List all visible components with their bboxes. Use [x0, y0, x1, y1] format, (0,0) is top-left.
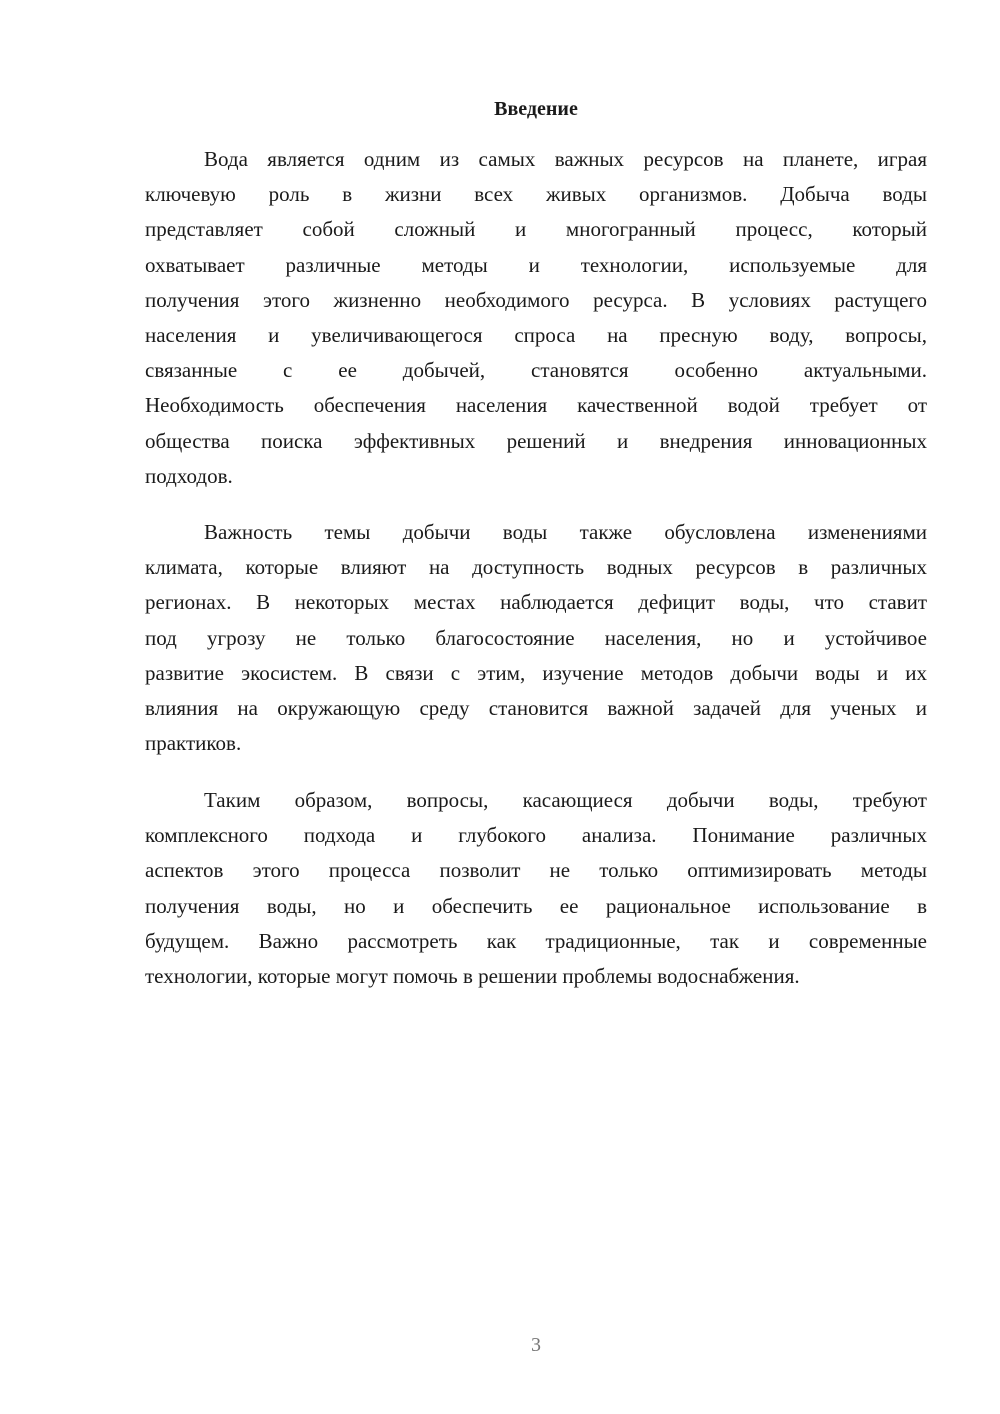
text-line: охватывает различные методы и технологии, используемые для	[145, 252, 927, 277]
paragraph-2	[145, 515, 927, 761]
paragraph-3	[145, 783, 927, 994]
text-line: под угрозу не только благосостояние населения, но и устойчивое	[145, 625, 927, 650]
text-line: подходов.	[145, 463, 233, 488]
text-line: получения воды, но и обеспечить ее рациональное использование в	[145, 893, 927, 918]
text-line: представляет собой сложный и многогранный процесс, который	[145, 217, 927, 242]
text-line: климата, которые влияют на доступность водных ресурсов в различных	[145, 555, 927, 580]
text-line: общества поиска эффективных решений и внедрения инновационных	[145, 428, 927, 453]
text-line: аспектов этого процесса позволит не только оптимизировать методы	[145, 858, 927, 883]
text-line: Таким образом, вопросы, касающиеся добычи воды, требуют	[204, 788, 927, 812]
text-line: развитие экосистем. В связи с этим, изучение методов добычи воды и их	[145, 660, 927, 685]
text-line: комплексного подхода и глубокого анализа. Понимание различных	[145, 823, 927, 848]
text-line: связанные с ее добычей, становятся особенно актуальными.	[145, 358, 927, 383]
text-line: регионах. В некоторых местах наблюдается дефицит воды, что ставит	[145, 590, 927, 615]
text-line: практиков.	[145, 731, 242, 756]
text-line: Важность темы добычи воды также обусловлена изменениями	[204, 520, 927, 544]
text-line: Необходимость обеспечения населения качественной водой требует от	[145, 393, 927, 418]
page-number: 3	[531, 1334, 541, 1356]
text-line: населения и увеличивающегося спроса на пресную воду, вопросы,	[145, 322, 927, 347]
text-line: влияния на окружающую среду становится важной задачей для ученых и	[145, 695, 927, 720]
text-line: ключевую роль в жизни всех живых организмов. Добыча воды	[145, 182, 927, 207]
text-line: будущем. Важно рассмотреть как традиционные, так и современные	[145, 928, 927, 953]
text-line: технологии, которые могут помочь в решении проблемы водоснабжения.	[145, 963, 800, 988]
section-title: Введение	[494, 98, 578, 120]
text-line: Вода является одним из самых важных ресурсов на планете, играя	[204, 147, 927, 171]
paragraph-1	[145, 142, 927, 494]
text-line: получения этого жизненно необходимого ресурса. В условиях растущего	[145, 287, 927, 312]
